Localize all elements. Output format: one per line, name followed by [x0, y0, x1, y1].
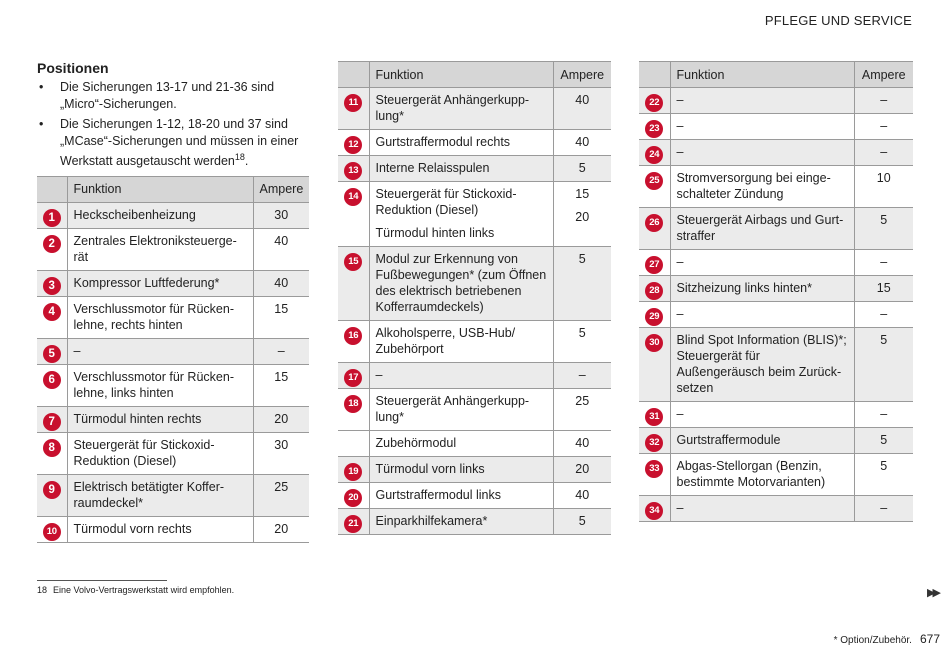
fuse-function-text: Gurtstraffermodul rechts [375, 135, 511, 149]
fuse-ampere-value: 40 [575, 93, 590, 107]
ampere-column-header: Ampere [854, 62, 913, 88]
fuse-ampere-cell [854, 250, 913, 276]
fuse-function-cell [67, 202, 253, 228]
fuse-ampere-cell [854, 454, 913, 496]
fuse-number-badge: 23 [645, 120, 663, 138]
fuse-row [639, 428, 913, 454]
fuse-number-cell [639, 250, 670, 276]
fuse-table-1 [37, 176, 309, 543]
fuse-ampere-value: – [578, 368, 586, 382]
continue-arrows-icon[interactable]: ▶▶ [927, 587, 938, 599]
fuse-ampere-value: 5 [880, 433, 888, 447]
fuse-row [37, 516, 309, 542]
fuse-function-cell [670, 276, 854, 302]
fuse-number-badge: 4 [43, 303, 61, 321]
fuse-row [338, 321, 611, 363]
fuse-function-text: Zentrales Elektroniksteuergerät [73, 233, 237, 264]
fuse-row [37, 406, 309, 432]
bullet-item [37, 116, 309, 170]
fuse-number-cell [639, 276, 670, 302]
fuse-function-text: Gurtstraffermodul links [375, 488, 502, 502]
positions-heading: Positionen [37, 60, 109, 76]
fuse-function-text: Steuergerät für Stickoxid-Reduktion (Diesel) [375, 187, 517, 217]
fuse-function-text: – [676, 145, 684, 159]
fuse-ampere-value: – [880, 307, 888, 321]
fuse-function-cell [369, 182, 553, 247]
fuse-number-cell [338, 182, 369, 247]
fuse-number-badge: 27 [645, 256, 663, 274]
fuse-function-text: Heckscheibenheizung [73, 207, 196, 222]
fuse-ampere-value: 25 [274, 479, 289, 494]
fuse-table-3-body [639, 88, 913, 522]
fuse-column-2 [338, 61, 611, 535]
fuse-row [338, 431, 611, 457]
fuse-table-2-body [338, 88, 611, 535]
fuse-row [639, 250, 913, 276]
fuse-number-cell [37, 338, 67, 364]
fuse-number-badge: 34 [645, 502, 663, 520]
fuse-function-text: Türmodul vorn rechts [73, 521, 192, 536]
fuse-number-badge: 12 [344, 136, 362, 154]
fuse-table-1-body [37, 202, 309, 542]
fuse-function-text: Sitzheizung links hinten* [676, 281, 812, 295]
fuse-function-cell [67, 406, 253, 432]
fuse-ampere-cell [253, 202, 309, 228]
fuse-function-cell [369, 363, 553, 389]
fuse-function-text: – [676, 407, 684, 421]
fuse-function-text: Blind Spot Information (BLIS)*; Steuergerät für Außengeräusch beim Zurücksetzen [676, 333, 847, 395]
fuse-table-2 [338, 61, 611, 535]
fuse-ampere-cell [553, 483, 611, 509]
fuse-function-text: – [375, 368, 383, 382]
fuse-number-cell [338, 483, 369, 509]
fuse-number-cell [338, 431, 369, 457]
fuse-ampere-value: 15 [274, 301, 289, 316]
fuse-number-cell [639, 302, 670, 328]
fuse-number-cell [338, 389, 369, 431]
fuse-ampere-value: – [880, 119, 888, 133]
fuse-number-cell [37, 228, 67, 270]
fuse-function-text: Alkoholsperre, USB-Hub/ Zubehörport [375, 326, 516, 356]
fuse-function-cell [369, 156, 553, 182]
fuse-ampere-value: 5 [880, 333, 888, 347]
fuse-ampere-cell [854, 140, 913, 166]
fuse-ampere-value: 20 [274, 521, 289, 536]
fuse-number-cell [639, 496, 670, 522]
fuse-function-cell [369, 88, 553, 130]
fuse-ampere-value: 5 [578, 161, 586, 175]
fuse-number-badge: 32 [645, 434, 663, 452]
fuse-function-cell [369, 247, 553, 321]
fuse-row [37, 338, 309, 364]
fuse-number-badge: 28 [645, 282, 663, 300]
fuse-number-cell [37, 270, 67, 296]
fuse-row [37, 270, 309, 296]
fuse-row [639, 208, 913, 250]
fuse-ampere-cell [253, 296, 309, 338]
fuse-ampere-cell [553, 247, 611, 321]
fuse-number-badge: 22 [645, 94, 663, 112]
fuse-row [639, 328, 913, 402]
fuse-number-cell [338, 457, 369, 483]
fuse-function-text: Steuergerät Anhängerkupplung* [375, 394, 530, 424]
fuse-row [639, 140, 913, 166]
fuse-ampere-cell [553, 389, 611, 431]
footnote-number: 18 [37, 585, 48, 595]
bullet-item [37, 79, 309, 112]
fuse-ampere-cell [553, 321, 611, 363]
fuse-number-cell [37, 364, 67, 406]
function-column-header: Funktion [369, 62, 553, 88]
fuse-number-badge: 2 [43, 235, 61, 253]
fuse-ampere-cell [253, 364, 309, 406]
fuse-number-cell [639, 208, 670, 250]
fuse-function-text: Türmodul vorn links [375, 462, 485, 476]
fuse-number-badge: 18 [344, 395, 362, 413]
number-column-header [338, 62, 369, 88]
fuse-number-cell [639, 428, 670, 454]
fuse-number-badge: 9 [43, 481, 61, 499]
fuse-number-cell [639, 140, 670, 166]
fuse-number-badge: 11 [344, 94, 362, 112]
fuse-number-badge: 33 [645, 460, 663, 478]
fuse-ampere-cell [553, 182, 611, 247]
fuse-ampere-cell [854, 166, 913, 208]
fuse-number-cell [37, 516, 67, 542]
footnote-text: Eine Volvo-Vertragswerkstatt wird empfohlen. [53, 585, 235, 595]
fuse-ampere-cell [854, 428, 913, 454]
fuse-row [37, 474, 309, 516]
fuse-row [37, 432, 309, 474]
fuse-ampere-value: 40 [575, 436, 590, 450]
intro-column [37, 58, 309, 543]
fuse-number-badge: 15 [344, 253, 362, 271]
fuse-function-text: Einparkhilfekamera* [375, 514, 488, 528]
fuse-function-text: Elektrisch betätigter Kofferraumdeckel* [73, 479, 225, 510]
fuse-ampere-value: – [880, 255, 888, 269]
fuse-ampere-value: 20 [274, 411, 289, 426]
fuse-ampere-cell [854, 88, 913, 114]
fuse-function-text: Verschlussmotor für Rückenlehne, links hinten [73, 369, 234, 400]
fuse-ampere-value: 5 [578, 252, 586, 266]
fuse-ampere-cell [854, 276, 913, 302]
fuse-row [37, 364, 309, 406]
fuse-ampere-value: 15 [876, 281, 891, 295]
fuse-number-badge: 10 [43, 523, 61, 541]
option-note: * Option/Zubehör. [833, 635, 912, 646]
fuse-function-cell [369, 483, 553, 509]
bullet-text: Die Sicherungen 13-17 und 21-36 sind „Micro“-Sicherungen. [60, 80, 275, 111]
fuse-ampere-value: 25 [575, 394, 590, 408]
page-number: 677 [919, 632, 940, 646]
fuse-row [338, 363, 611, 389]
fuse-function-text: – [73, 343, 81, 358]
fuse-number-cell [37, 296, 67, 338]
number-column-header [639, 62, 670, 88]
fuse-ampere-cell [553, 431, 611, 457]
fuse-number-badge: 30 [645, 334, 663, 352]
fuse-ampere-value: 40 [274, 275, 289, 290]
fuse-function-cell [369, 457, 553, 483]
fuse-row [639, 454, 913, 496]
fuse-function-text: Verschlussmotor für Rückenlehne, rechts hinten [73, 301, 234, 332]
fuse-ampere-cell [553, 130, 611, 156]
fuse-row [338, 247, 611, 321]
fuse-number-cell [37, 474, 67, 516]
fuse-number-badge: 3 [43, 277, 61, 295]
fuse-ampere-value: 15 [274, 369, 289, 384]
fuse-ampere-cell [854, 496, 913, 522]
fuse-number-badge: 31 [645, 408, 663, 426]
fuse-number-badge: 26 [645, 214, 663, 232]
fuse-row [338, 457, 611, 483]
fuse-ampere-value: 10 [876, 171, 891, 185]
fuse-ampere-cell [253, 270, 309, 296]
fuse-ampere-cell [253, 228, 309, 270]
fuse-function-cell [670, 140, 854, 166]
fuse-function-text: Interne Relaisspulen [375, 161, 490, 175]
fuse-row [338, 389, 611, 431]
fuse-number-badge: 16 [344, 327, 362, 345]
fuse-ampere-cell [253, 338, 309, 364]
fuse-function-text: Abgas-Stellorgan (Benzin, bestimmte Motorvarianten) [676, 459, 826, 489]
fuse-number-cell [639, 328, 670, 402]
fuse-row [37, 228, 309, 270]
fuse-function-text: Kompressor Luftfederung* [73, 275, 220, 290]
fuse-function-cell [67, 338, 253, 364]
fuse-ampere-cell [854, 328, 913, 402]
fuse-ampere-cell [553, 509, 611, 535]
fuse-number-cell [338, 363, 369, 389]
footnote-divider [37, 580, 167, 581]
fuse-row [639, 114, 913, 140]
fuse-number-cell [37, 202, 67, 228]
fuse-number-cell [338, 509, 369, 535]
ampere-column-header: Ampere [253, 176, 309, 202]
fuse-row [639, 302, 913, 328]
fuse-number-cell [37, 406, 67, 432]
page-footer [834, 632, 940, 646]
fuse-ampere-value: 40 [274, 233, 289, 248]
fuse-function-text: – [676, 501, 684, 515]
fuse-ampere-cell [854, 208, 913, 250]
fuse-number-cell [37, 432, 67, 474]
fuse-function-cell [670, 166, 854, 208]
fuse-number-cell [338, 156, 369, 182]
fuse-function-cell [67, 228, 253, 270]
fuse-ampere-value: – [880, 145, 888, 159]
fuse-function-text: – [676, 255, 684, 269]
fuse-number-cell [338, 88, 369, 130]
fuse-number-badge: 1 [43, 209, 61, 227]
fuse-function-text: Gurtstraffermodule [676, 433, 781, 447]
fuse-function-cell [67, 364, 253, 406]
number-column-header [37, 176, 67, 202]
fuse-number-cell [338, 130, 369, 156]
fuse-ampere-cell [553, 156, 611, 182]
fuse-row [37, 296, 309, 338]
fuse-number-badge: 29 [645, 308, 663, 326]
fuse-function-text: Steuergerät Airbags und Gurtstraffer [676, 213, 844, 243]
fuse-ampere-value: 5 [578, 514, 586, 528]
fuse-ampere-cell [253, 432, 309, 474]
fuse-row [338, 182, 611, 247]
fuse-ampere-value: 5 [880, 213, 888, 227]
fuse-number-cell [639, 114, 670, 140]
bullet-list [37, 79, 309, 170]
fuse-row [639, 88, 913, 114]
fuse-function-cell [67, 296, 253, 338]
fuse-function-text: Modul zur Erkennung von Fußbewegungen* (zum Öffnen des elektrisch betriebenen Kofferraumdeckels) [375, 252, 547, 314]
fuse-row [639, 276, 913, 302]
fuse-function-cell [670, 302, 854, 328]
fuse-function-cell [670, 428, 854, 454]
fuse-number-badge: 21 [344, 515, 362, 533]
fuse-ampere-cell [553, 88, 611, 130]
fuse-number-badge: 20 [344, 489, 362, 507]
fuse-number-badge: 5 [43, 345, 61, 363]
fuse-row [338, 483, 611, 509]
fuse-function-text: – [676, 93, 684, 107]
fuse-function-cell [369, 509, 553, 535]
fuse-function-text: Stromversorgung bei eingeschalteter Zündung [676, 171, 831, 201]
fuse-row [37, 202, 309, 228]
fuse-function-cell [369, 321, 553, 363]
fuse-function-cell [670, 496, 854, 522]
fuse-ampere-value: 40 [575, 135, 590, 149]
fuse-function-text: – [676, 307, 684, 321]
fuse-ampere-value: – [880, 93, 888, 107]
fuse-number-badge: 17 [344, 369, 362, 387]
bullet-text: Die Sicherungen 1-12, 18-20 und 37 sind „MCase“-Sicherungen und müssen in einer Werkstatt ausgetauscht werden [60, 117, 299, 169]
fuse-function-cell [670, 114, 854, 140]
fuse-row [639, 496, 913, 522]
fuse-number-badge: 13 [344, 162, 362, 180]
fuse-function-text: Steuergerät Anhängerkupplung* [375, 93, 530, 123]
fuse-number-badge: 8 [43, 439, 61, 457]
fuse-function-cell [670, 208, 854, 250]
fuse-function-cell [369, 130, 553, 156]
fuse-number-cell [639, 402, 670, 428]
fuse-ampere-value: – [880, 407, 888, 421]
fuse-number-badge: 6 [43, 371, 61, 389]
fuse-number-cell [639, 88, 670, 114]
fuse-ampere-value: – [880, 501, 888, 515]
fuse-ampere-value: 5 [578, 326, 586, 340]
function-column-header: Funktion [670, 62, 854, 88]
fuse-number-badge: 7 [43, 413, 61, 431]
fuse-ampere-cell [854, 402, 913, 428]
fuse-number-cell [338, 321, 369, 363]
fuse-ampere-value: 20 [575, 462, 590, 476]
fuse-function-text: Steuergerät für Stickoxid-Reduktion (Diesel) [73, 437, 215, 468]
fuse-row [338, 130, 611, 156]
fuse-ampere-cell [854, 302, 913, 328]
function-column-header: Funktion [67, 176, 253, 202]
fuse-row [338, 156, 611, 182]
fuse-function-cell [670, 250, 854, 276]
fuse-number-cell [338, 247, 369, 321]
fuse-table-3 [639, 61, 913, 522]
fuse-function-text-secondary: Türmodul hinten links [375, 226, 495, 240]
fuse-ampere-cell [854, 114, 913, 140]
fuse-function-cell [369, 431, 553, 457]
fuse-row [338, 88, 611, 130]
fuse-row [639, 402, 913, 428]
bullet-end: . [244, 154, 249, 169]
fuse-number-badge: 14 [344, 188, 362, 206]
fuse-ampere-cell [253, 474, 309, 516]
fuse-ampere-cell [553, 457, 611, 483]
fuse-function-cell [67, 270, 253, 296]
fuse-column-3 [639, 61, 913, 522]
fuse-ampere-value: 30 [274, 437, 289, 452]
fuse-number-cell [639, 166, 670, 208]
fuse-function-cell [67, 432, 253, 474]
fuse-ampere-cell [253, 406, 309, 432]
fuse-function-cell [670, 88, 854, 114]
footnote [37, 585, 234, 595]
fuse-ampere-cell [553, 363, 611, 389]
fuse-number-badge: 25 [645, 172, 663, 190]
fuse-ampere-value: 30 [274, 207, 289, 222]
fuse-row [338, 509, 611, 535]
fuse-function-cell [67, 516, 253, 542]
ampere-column-header: Ampere [553, 62, 611, 88]
fuse-ampere-value-secondary: 20 [575, 210, 590, 224]
fuse-function-text: Zubehörmodul [375, 436, 457, 450]
fuse-ampere-cell [253, 516, 309, 542]
fuse-number-badge: 19 [344, 463, 362, 481]
fuse-function-cell [67, 474, 253, 516]
fuse-row [639, 166, 913, 208]
fuse-function-text: Türmodul hinten rechts [73, 411, 202, 426]
fuse-function-text: – [676, 119, 684, 133]
fuse-ampere-value: 40 [575, 488, 590, 502]
section-header: PFLEGE UND SERVICE [764, 13, 912, 28]
fuse-function-cell [670, 454, 854, 496]
fuse-function-cell [670, 402, 854, 428]
fuse-function-cell [369, 389, 553, 431]
fuse-number-badge: 24 [645, 146, 663, 164]
footnote-ref[interactable]: 18 [234, 152, 245, 162]
fuse-number-cell [639, 454, 670, 496]
fuse-ampere-value: 15 [575, 187, 590, 201]
fuse-function-cell [670, 328, 854, 402]
fuse-ampere-value: – [277, 343, 285, 358]
fuse-ampere-value: 5 [880, 459, 888, 473]
